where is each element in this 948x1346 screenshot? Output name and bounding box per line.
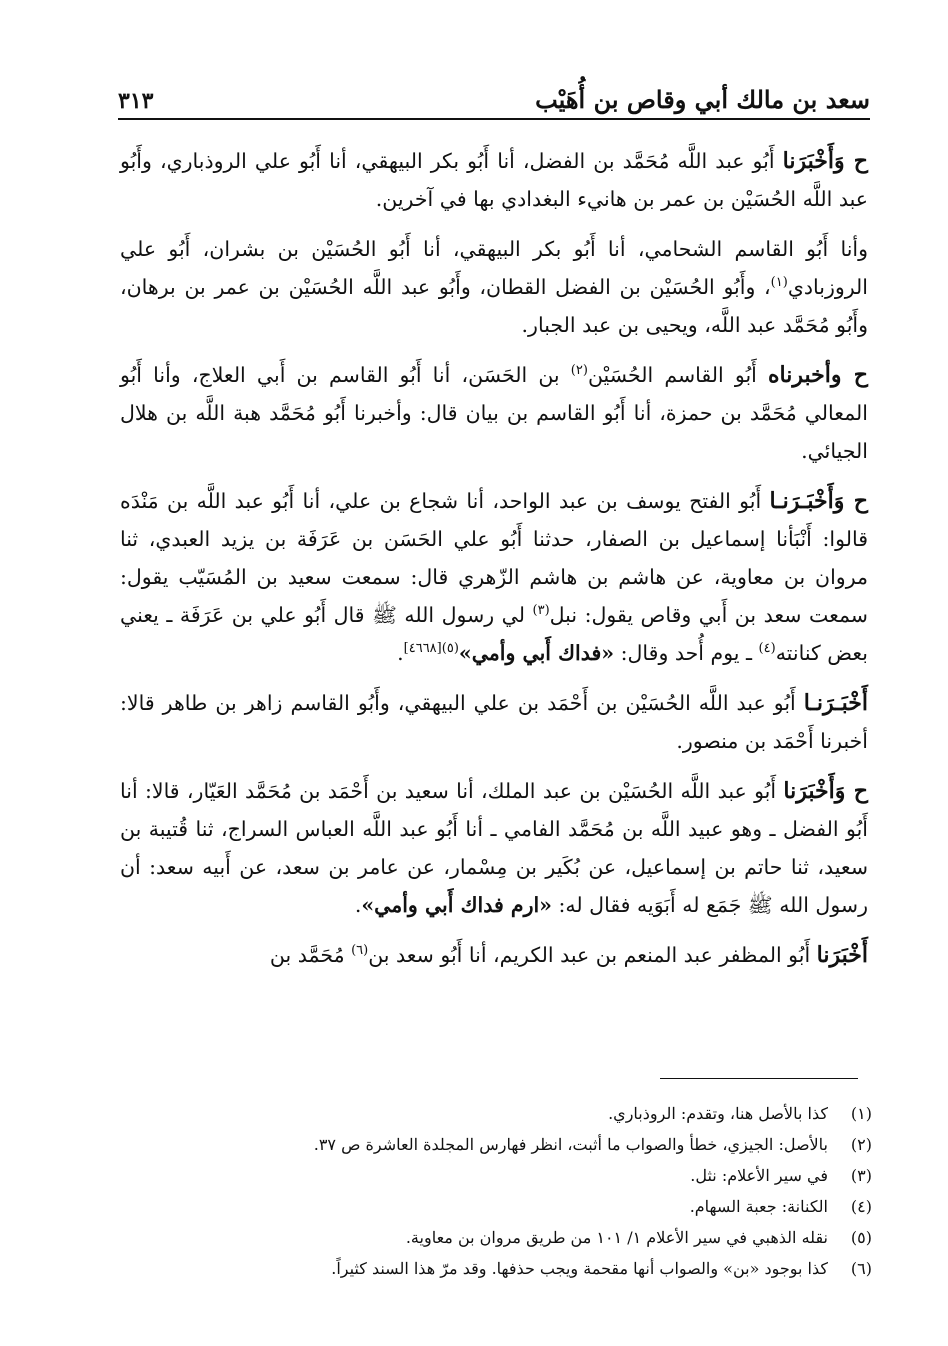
footnote — [150, 1129, 872, 1160]
paragraph — [120, 356, 868, 470]
footnote-ref: (٥)[٤٦٦٨] — [403, 641, 459, 657]
footnote-ref: (١) — [770, 275, 788, 291]
footnote — [150, 1253, 872, 1284]
footnote-number: (٢) — [850, 1135, 872, 1154]
running-title: سعد بن مالك أبي وقاص بن أُهَيْب — [535, 85, 870, 114]
paragraph-text: أَبُو عبد اللَّه الحُسَيْن بن أَحْمَد بن علي البيهقي، وأَبُو القاسم زاهر بن طاهر قالا: أخبرنا أَحْمَد بن منصور. — [120, 691, 868, 753]
page-number: ٣١٣ — [118, 88, 154, 114]
paragraph-text: بن الحَسَن، أنا أَبُو القاسم بن أَبي العلاج، وأنا أَبُو المعالي مُحَمَّد بن حمزة، أنا أَبُو القاسم بن بيان قال: وأخبرنا أَبُو مُحَمَّد هبة اللَّه بن هلال الجيائي. — [120, 363, 868, 463]
paragraph — [120, 772, 868, 924]
paragraph-text: أَبُو المظفر عبد المنعم بن عبد الكريم، أنا أَبُو سعد بن — [368, 943, 817, 967]
paragraph-text: ، وأَبُو الحُسَيْن بن الفضل القطان، وأَبُو عبد اللَّه الحُسَيْن بن عمر بن برهان، وأَبُو مُحَمَّد عبد اللَّه، ويحيى بن عبد الجبار. — [120, 275, 868, 337]
footnote — [150, 1191, 872, 1222]
footnote-number: (٥) — [850, 1228, 872, 1247]
footnote-ref: (٢) — [570, 363, 588, 379]
footnotes — [150, 1098, 872, 1284]
page-header — [118, 74, 870, 114]
footnote — [150, 1222, 872, 1253]
paragraph-text: وأنا أَبُو القاسم الشحامي، أنا أَبُو بكر البيهقي، أنا أَبُو الحُسَيْن بن بشران، أَبُو علي الروزبادي — [120, 237, 868, 299]
chain-marker: أَخْبَـرَنـا — [803, 690, 868, 716]
footnote-text: الكنانة: جعبة السهام. — [689, 1197, 828, 1216]
paragraph — [120, 684, 868, 760]
paragraph-text: . — [397, 641, 404, 665]
paragraph-text: أَبُو عبد اللَّه الحُسَيْن بن عبد الملك، أنا سعيد بن أَحْمَد بن مُحَمَّد العَيّار، قالا: أنا أَبُو الفضل ـ وهو عبيد اللَّه بن مُحَمَّد الفامي ـ أنا أَبُو عبد اللَّه العباس السراج، ثنا قُتيبة بن سعيد، ثنا حاتم بن إسماعيل، عن بُكَير بن مِسْمار، عن عامر بن سعد، عن أَبيه سعد: أن رسول الله ﷺ جَمَع له أَبَوَيه فقال له: — [120, 779, 868, 917]
hadith-quote: «ارم فداك أَبي وأمي» — [361, 893, 552, 917]
footnote-number: (٤) — [850, 1197, 872, 1216]
footnote-text: كذا بوجود «بن» والصواب أنها مقحمة ويجب حذفها. وقد مرّ هذا السند كثيراً. — [331, 1259, 828, 1278]
chain-marker: ح وَأَخْبَرَنا — [783, 778, 868, 804]
chain-marker: أَخْبَرَنا — [816, 942, 868, 968]
chain-marker: ح وَأَخْبَـرَنـا — [769, 488, 868, 514]
footnote-number: (٦) — [850, 1259, 872, 1278]
paragraph-text: ـ يوم أُحد وقال: — [614, 641, 759, 665]
footnote-ref: (٣) — [532, 603, 550, 619]
chain-marker: ح وأخبرناه — [768, 362, 868, 388]
paragraph-text: أَبُو عبد اللَّه مُحَمَّد بن الفضل، أنا أَبُو بكر البيهقي، أنا أَبُو علي الروذباري، وأَبُو عبد اللَّه الحُسَيْن بن عمر بن هانيء البغدادي بها في آخرين. — [120, 149, 868, 211]
chain-marker: ح وَأَخْبَرَنا — [782, 148, 868, 174]
paragraph-text: أَبُو الفتح يوسف بن عبد الواحد، أنا شجاع بن علي، أنا أَبُو عبد اللَّه بن مَنْدَه قالوا: أَنْبَأنا إسماعيل بن الصفار، حدثنا أَبُو علي الحَسَن بن عَرَفَة بن يزيد العبدي، ثنا مروان بن معاوية، عن هاشم بن هاشم الزّهري قال: سمعت سعيد بن المُسَيّب يقول: سمعت سعد بن أَبي وقاص يقول: نبل — [120, 489, 868, 627]
paragraph — [120, 482, 868, 672]
footnote-text: كذا بالأصل هنا، وتقدم: الروذباري. — [608, 1104, 828, 1123]
footnote-text: في سير الأعلام: نثل. — [690, 1166, 828, 1185]
footnote — [150, 1160, 872, 1191]
footnote-text: بالأصل: الجيزي، خطأ والصواب ما أثبت، انظر فهارس المجلدة العاشرة ص ٣٧. — [313, 1135, 828, 1154]
paragraph — [120, 936, 868, 974]
hadith-quote: «فداك أَبي وأمي» — [458, 641, 615, 665]
paragraph-text: لي رسول الله ﷺ قال أَبُو علي بن عَرَفَة ـ يعني بعض كنانته — [120, 603, 868, 665]
paragraph — [120, 142, 868, 218]
footnote-number: (١) — [850, 1104, 872, 1123]
footnote-ref: (٤) — [758, 641, 776, 657]
header-rule — [118, 118, 870, 120]
footnote-ref: (٦) — [351, 943, 369, 959]
paragraph-text: مُحَمَّد بن — [269, 943, 352, 967]
paragraph-text: أَبُو القاسم الحُسَيْن — [587, 363, 769, 387]
paragraph-text: . — [354, 893, 362, 917]
footnote-rule — [660, 1078, 858, 1079]
paragraph — [120, 230, 868, 344]
footnote — [150, 1098, 872, 1129]
main-text — [120, 142, 868, 986]
footnote-number: (٣) — [850, 1166, 872, 1185]
footnote-text: نقله الذهبي في سير الأعلام ١/ ١٠١ من طريق مروان بن معاوية. — [405, 1228, 828, 1247]
